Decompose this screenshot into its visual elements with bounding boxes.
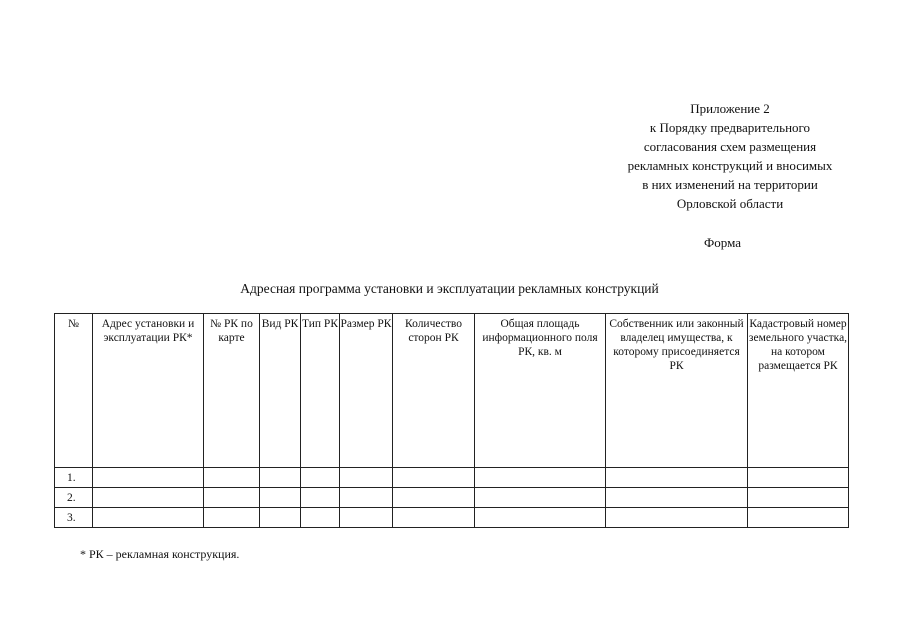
header-kind: Вид РК [260, 314, 301, 468]
table-header-row [55, 314, 849, 468]
table-cell [204, 488, 260, 508]
document-title-text: Адресная программа установки и эксплуатации рекламных конструкций [240, 281, 659, 296]
table-cell [475, 488, 606, 508]
table-cell [260, 468, 301, 488]
row-number: 3. [55, 508, 93, 528]
table-cell [606, 508, 748, 528]
header-map-number: № РК по карте [204, 314, 260, 468]
header-cadastral: Кадастровый номер земельного участка, на котором размещается РК [748, 314, 849, 468]
table-cell [748, 508, 849, 528]
table-cell [301, 508, 340, 528]
appendix-line: в них изменений на территории [642, 177, 818, 192]
appendix-line: рекламных конструкций и вносимых [627, 158, 833, 173]
table-cell [93, 468, 204, 488]
appendix-line: к Порядку предварительного [649, 120, 811, 135]
table-cell [393, 508, 475, 528]
document-title [0, 281, 905, 297]
table-cell [260, 508, 301, 528]
address-program-table [54, 313, 849, 528]
table-cell [393, 468, 475, 488]
table-cell [301, 488, 340, 508]
table-row [55, 468, 849, 488]
table-cell [340, 468, 393, 488]
table-cell [301, 468, 340, 488]
header-sides: Количество сторон РК [393, 314, 475, 468]
appendix-line: Приложение 2 [690, 101, 770, 116]
header-area: Общая площадь информационного поля РК, кв. м [475, 314, 606, 468]
appendix-header [585, 99, 875, 213]
header-size: Размер РК [340, 314, 393, 468]
table-row [55, 508, 849, 528]
table-cell [606, 468, 748, 488]
header-type: Тип РК [301, 314, 340, 468]
table-cell [606, 488, 748, 508]
appendix-line: согласования схем размещения [643, 139, 817, 154]
row-number: 1. [55, 468, 93, 488]
header-owner: Собственник или законный владелец имущества, к которому присоединяется РК [606, 314, 748, 468]
form-label: Форма [704, 235, 741, 250]
header-number: № [55, 314, 93, 468]
table-cell [204, 508, 260, 528]
table-cell [204, 468, 260, 488]
table-cell [93, 488, 204, 508]
table-cell [340, 508, 393, 528]
header-address: Адрес установки и эксплуатации РК* [93, 314, 204, 468]
table-cell [475, 508, 606, 528]
table-cell [475, 468, 606, 488]
table-cell [393, 488, 475, 508]
table-row [55, 488, 849, 508]
table-cell [93, 508, 204, 528]
table-cell [748, 488, 849, 508]
table-cell [340, 488, 393, 508]
footnote: * РК – рекламная конструкция. [80, 547, 240, 561]
table-cell [260, 488, 301, 508]
table-cell [748, 468, 849, 488]
appendix-line: Орловской области [676, 196, 784, 211]
row-number: 2. [55, 488, 93, 508]
